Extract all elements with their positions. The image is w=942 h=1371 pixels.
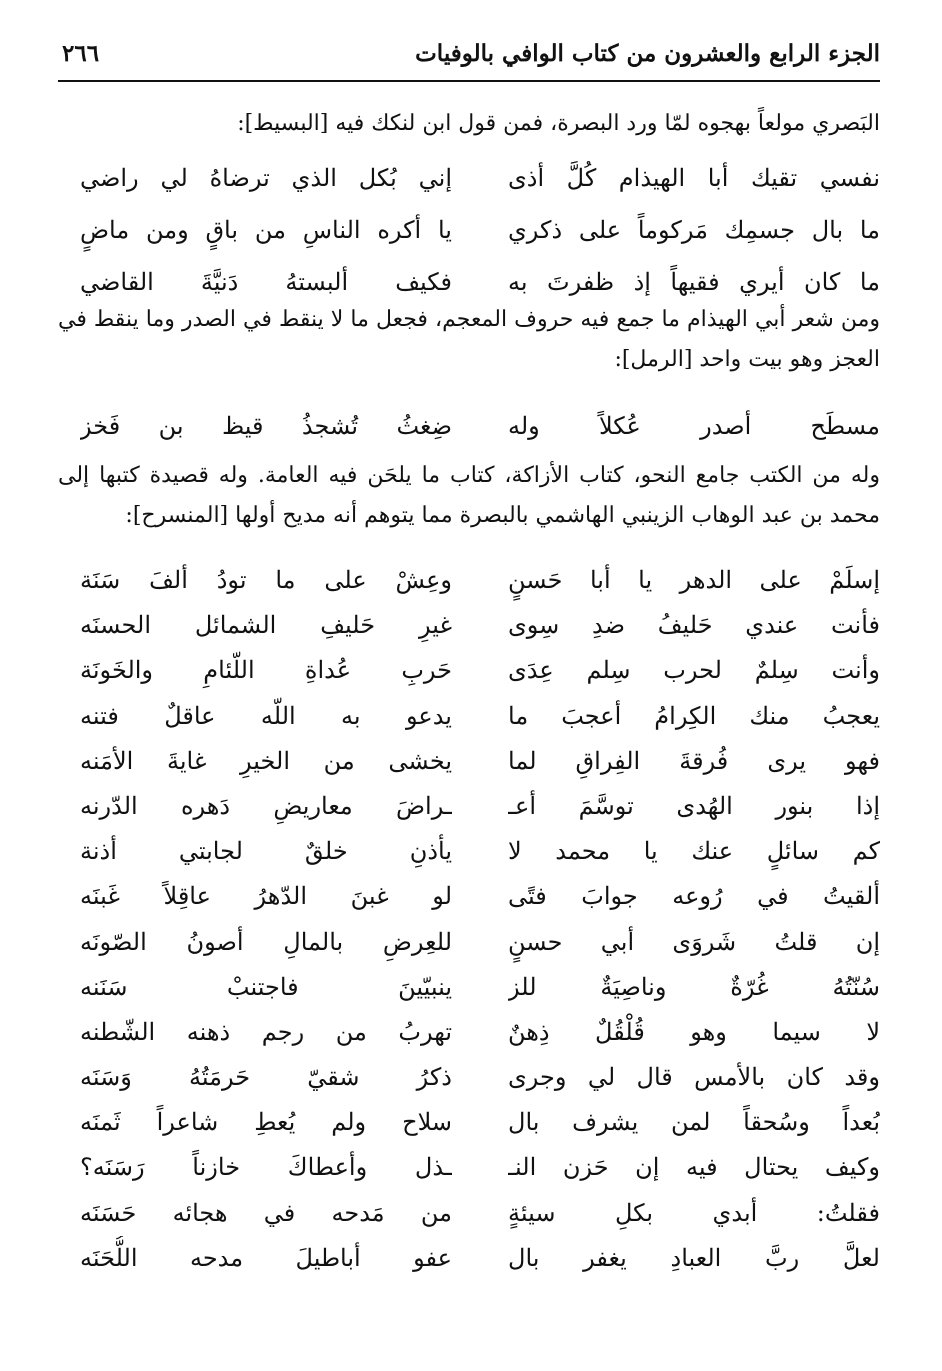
second-hemistich: يا أكره الناسِ من باقٍ ومن ماضٍ [80,216,452,244]
paragraph-books: وله من الكتب جامع النحو، كتاب الأزاكة، كتاب ما يلحَن فيه العامة. وله قصيدة كتبها إلى محمد بن عبد الوهاب الزينبي الهاشمي بالبصرة مما يتوهم أنه مديح أولها [المنسرح]: [58,463,880,528]
verse-line [80,1100,880,1145]
first-hemistich: وكيف يحتال فيه إن حَزن النـ [508,1153,880,1182]
verse-line [80,1010,880,1055]
paragraph-mujam: ومن شعر أبي الهيذام ما جمع فيه حروف المعجم، فجعل ما لا ينقط في الصدر وما ينقط في العجز وهو بيت واحد [الرمل]: [58,307,880,372]
second-hemistich: يخشى من الخيرِ غايةَ الأمَنه [80,746,452,775]
first-hemistich: وقد كان بالأمس قال لي وجرى [508,1063,880,1092]
second-hemistich: ينبيّينَ فاجتنبْ سَنَنه [80,972,452,1001]
first-hemistich: إن قلتُ شَروَى أبي حسنٍ [508,927,880,956]
verse-line [80,1145,880,1190]
first-hemistich: سُنّتُهُ غُرّةٌ وناصِيَةٌ للز [508,972,880,1001]
intro-paragraph: البَصري مولعاً بهجوه لمّا ورد البصرة، فمن قول ابن لنكك فيه [البسيط]: [237,111,880,136]
second-hemistich: وعِشْ على ما تودُ ألفَ سَنَة [80,566,452,594]
verse-line [80,1191,880,1236]
second-hemistich: فكيف ألبستهُ دَنيَّةَ القاضي [80,268,452,296]
second-hemistich: ـراضَ معاريضِ دَهره الدّرنه [80,791,452,820]
first-hemistich: لا سيما وهو قُلْقُلٌ ذِهنٌ [508,1017,880,1046]
first-hemistich: مسطَح أصدر عُكلاً وله [508,412,880,440]
second-hemistich: يأذنِ خلقٌ لجابتي أذنة [80,837,452,866]
first-hemistich: نفسي تقيك أبا الهيذام كُلَّ أذى [508,164,880,192]
verse-line [80,1055,880,1100]
second-hemistich: عفو أباطيلَ مدحه اللُّحَنَه [80,1243,452,1272]
first-hemistich: بُعداً وسُحقاً لمن يشرف بال [508,1108,880,1137]
verse-line [80,558,880,603]
first-hemistich: وأنت سِلمٌ لحرب سِلم عِدَى [508,656,880,685]
verse-line [80,1236,880,1281]
first-hemistich: ما كان أيري فقيهاً إذ ظفرتَ به [508,268,880,296]
first-hemistich: فأنت عندي حَليفُ ضدِ سِوى [508,611,880,640]
verse-line [80,739,880,784]
page-number: ٢٦٦ [62,40,100,67]
second-hemistich: لو غبنَ الدّهرُ عاقِلاً غَبنَه [80,882,452,911]
first-hemistich: ألقيتُ في رُوعه جوابَ فتًى [508,882,880,911]
first-hemistich: ما بال جسمِك مَركوماً على ذكري [508,216,880,244]
first-hemistich: كم سائلٍ عنك يا محمد لا [508,837,880,866]
first-hemistich: إذا بنور الهُدى توسَّمَ أعـ [508,791,880,820]
poem-basit [80,152,880,308]
second-hemistich: ضِغثُ تُشجذُ قيظ بن فَخز [80,412,452,440]
verse-line [80,920,880,965]
second-hemistich: إني بُكل الذي ترضاهُ لي راضي [80,164,452,192]
second-hemistich: يدعو به اللّه عاقلٌ فتنه [80,701,452,730]
first-hemistich: يعجبُ منك الكِرامُ أعجبَ ما [508,701,880,730]
verse-line [80,404,880,449]
verse-line [80,829,880,874]
verse-line [80,603,880,648]
second-hemistich: للعِرضِ بالمالِ أصونُ الصّونَه [80,927,452,956]
second-hemistich: ـذل وأعطاكَ خازناً رَسَنَه؟ [80,1153,452,1182]
second-hemistich: حَربِ عُداةِ اللّئامِ والخَونَة [80,656,452,685]
first-hemistich: فهو يرى فُرقةَ الفِراقِ لما [508,746,880,775]
second-hemistich: غيرِ حَليفِ الشمائل الحسنَه [80,611,452,640]
verse-line [80,784,880,829]
first-hemistich: فقلتُ: أبدي بكلِ سيئةٍ [508,1198,880,1227]
poem-munsarih [80,558,880,1281]
verse-line [80,648,880,693]
verse-line [80,965,880,1010]
verse-line [80,874,880,919]
second-hemistich: تهربُ من رجم ذهنه الشّطنه [80,1017,452,1046]
first-hemistich: لعلَّ ربَّ العبادِ يغفر بال [508,1243,880,1272]
poem-ramal [80,404,880,449]
running-header [58,34,880,82]
first-hemistich: إسلَمْ على الدهر يا أبا حَسنٍ [508,566,880,594]
header-title: الجزء الرابع والعشرون من كتاب الوافي بالوفيات [415,40,880,67]
second-hemistich: من مَدحه في هجائه حَسَنَه [80,1198,452,1227]
second-hemistich: سلاح ولم يُعطِ شاعراً ثَمنَه [80,1108,452,1137]
verse-line [80,152,880,204]
verse-line [80,694,880,739]
second-hemistich: ذكرُ شقيّ حَرمَتُهُ وَسَنَه [80,1063,452,1092]
verse-line [80,204,880,256]
